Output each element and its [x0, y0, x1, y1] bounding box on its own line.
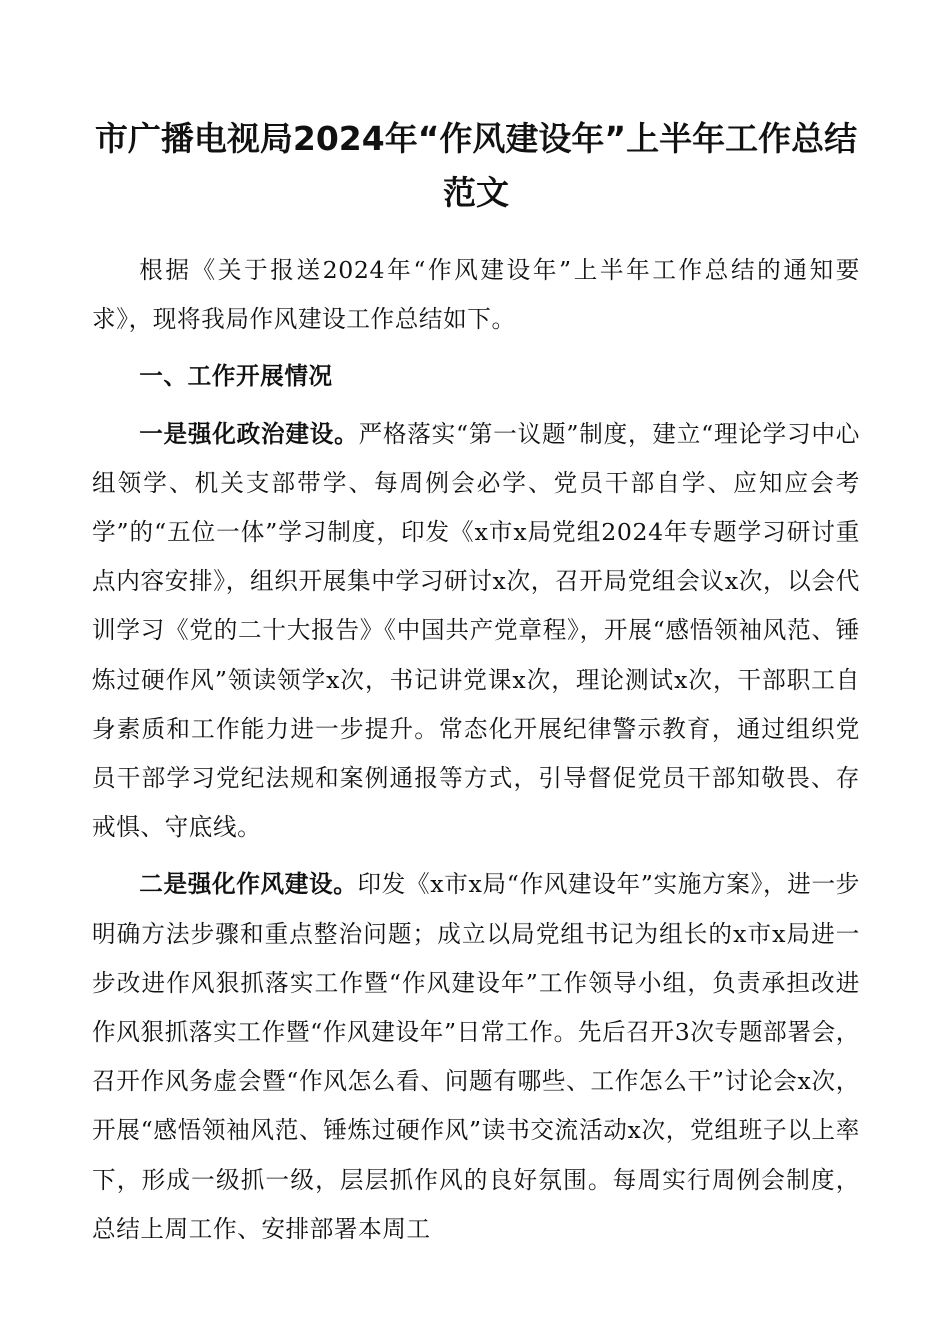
item-lead-2: 二是强化作风建设。	[139, 870, 358, 899]
item-text-2: 印发《x市x局“作风建设年”实施方案》，进一步明确方法步骤和重点整治问题；成立以局党组书记为组长的x市x局进一步改进作风狠抓落实工作暨“作风建设年”工作领导小组，负责承担改进作风狠抓落实工作暨“作风建设年”日常工作。先后召开3次专题部署会，召开作风务虚会暨“作风怎么看、问题有哪些、工作怎么干”讨论会x次，开展“感悟领袖风范、锤炼过硬作风”读书交流活动x次，党组班子以上率下，形成一级抓一级，层层抓作风的良好氛围。每周实行周例会制度，总结上周工作、安排部署本周工	[92, 870, 860, 1243]
item-paragraph-2	[92, 860, 860, 1254]
item-lead-1: 一是强化政治建设。	[139, 419, 359, 448]
item-paragraph-1	[92, 410, 860, 853]
document-body	[92, 246, 860, 1254]
section-heading: 一、工作开展情况	[139, 362, 333, 391]
intro-paragraph: 根据《关于报送2024年“作风建设年”上半年工作总结的通知要求》，现将我局作风建设工作总结如下。	[92, 256, 860, 334]
document-title: 市广播电视局2024年“作风建设年”上半年工作总结范文	[94, 119, 858, 212]
item-text-1: 严格落实“第一议题”制度，建立“理论学习中心组领学、机关支部带学、每周例会必学、党员干部自学、应知应会考学”的“五位一体”学习制度，印发《x市x局党组2024年专题学习研讨重点内容安排》，组织开展集中学习研讨x次，召开局党组会议x次，以会代训学习《党的二十大报告》《中国共产党章程》，开展“感悟领袖风范、锤炼过硬作风”领读领学x次，书记讲党课x次，理论测试x次，干部职工自身素质和工作能力进一步提升。常态化开展纪律警示教育，通过组织党员干部学习党纪法规和案例通报等方式，引导督促党员干部知敬畏、存戒惧、守底线。	[92, 419, 861, 842]
document-page	[92, 112, 860, 1254]
